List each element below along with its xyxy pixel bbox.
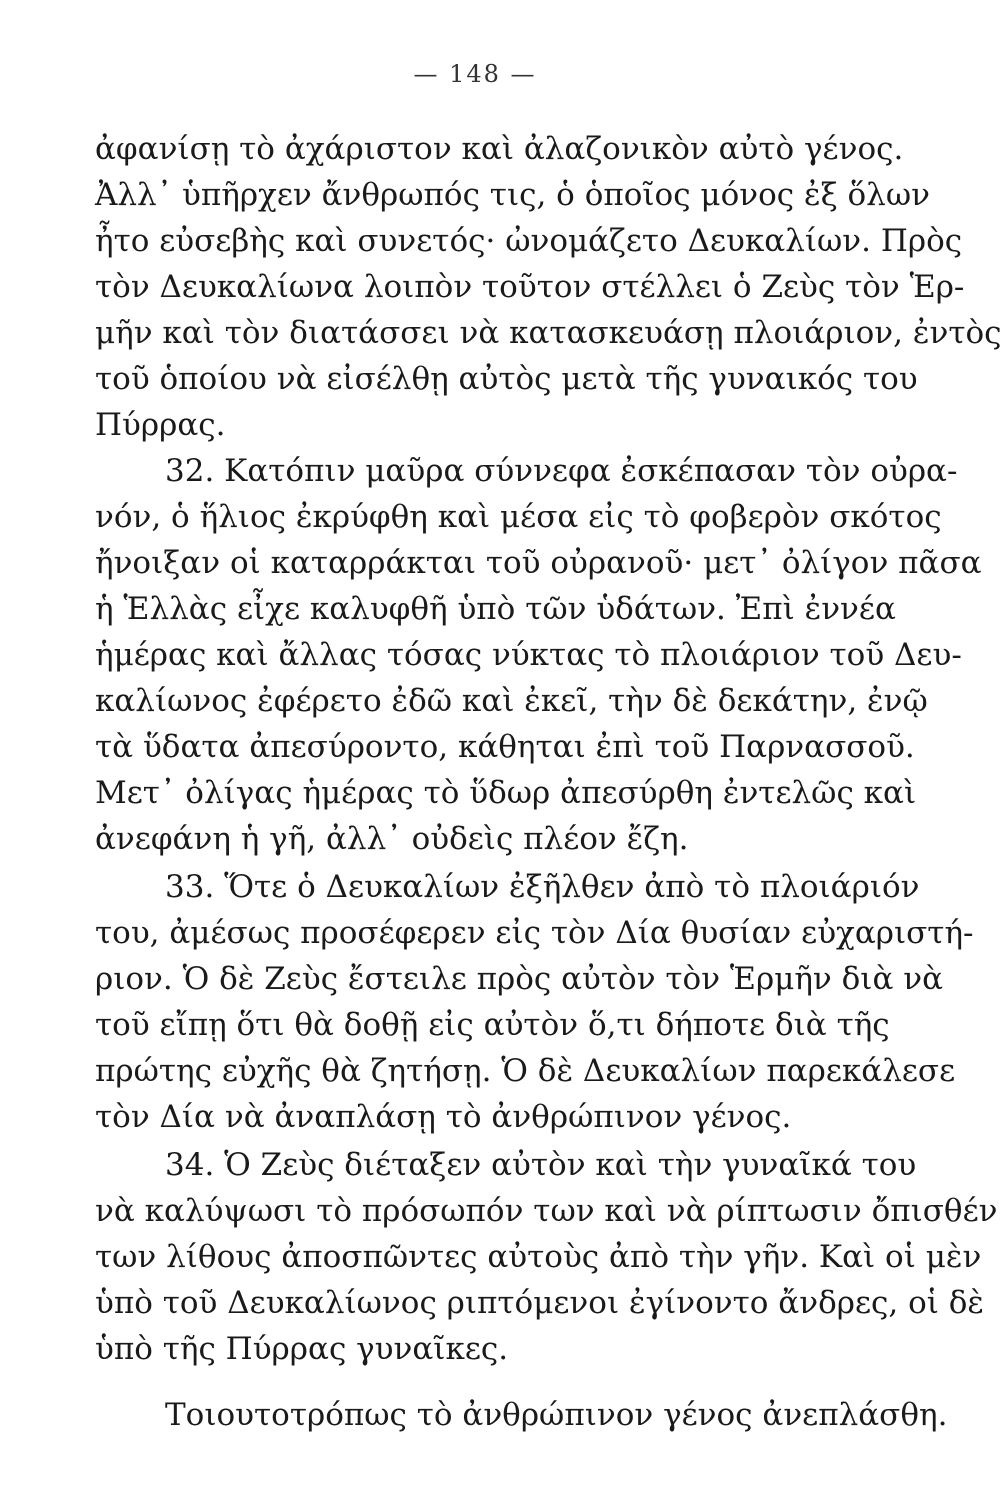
text-line: τοῦ εἴπῃ ὅτι θὰ δοθῇ εἰς αὐτὸν ὅ,τι δήποτε διὰ τῆς [95,1007,890,1043]
text-line: Πύρρας. [95,407,226,443]
text-line: ἤνοιξαν οἱ καταρράκται τοῦ οὐρανοῦ· μετ᾽ ὀλίγον πᾶσα [95,545,982,581]
text-line: ἡ Ἑλλὰς εἶχε καλυφθῆ ὑπὸ τῶν ὑδάτων. Ἐπὶ ἐννέα [95,591,896,627]
text-line: ὑπὸ τῆς Πύρρας γυναῖκες. [95,1331,509,1367]
text-line: Ἀλλ᾽ ὑπῆρχεν ἄνθρωπός τις, ὁ ὁποῖος μόνος ἐξ ὅλων [95,177,930,213]
text-line: τὰ ὕδατα ἀπεσύροντο, κάθηται ἐπὶ τοῦ Παρνασσοῦ. [95,729,915,765]
text-line: 34. Ὁ Ζεὺς διέταξεν αὐτὸν καὶ τὴν γυναῖκά του [165,1147,917,1183]
text-line: 32. Κατόπιν μαῦρα σύννεφα ἐσκέπασαν τὸν οὐρα- [165,453,958,489]
text-line: τὸν Δία νὰ ἀναπλάσῃ τὸ ἀνθρώπινον γένος. [95,1099,792,1135]
text-line: Μετ᾽ ὀλίγας ἡμέρας τὸ ὕδωρ ἀπεσύρθη ἐντελῶς καὶ [95,775,917,811]
text-line: ριον. Ὁ δὲ Ζεὺς ἔστειλε πρὸς αὐτὸν τὸν Ἑρμῆν διὰ νὰ [95,961,944,997]
text-line: καλίωνος ἐφέρετο ἐδῶ καὶ ἐκεῖ, τὴν δὲ δεκάτην, ἐνῷ [95,683,928,719]
text-line: ἡμέρας καὶ ἄλλας τόσας νύκτας τὸ πλοιάριον τοῦ Δευ- [95,637,962,673]
text-line: ἀνεφάνη ἡ γῆ, ἀλλ᾽ οὐδεὶς πλέον ἔζη. [95,821,689,857]
text-line: Τοιουτοτρόπως τὸ ἀνθρώπινον γένος ἀνεπλάσθη. [165,1397,948,1433]
text-line: νὰ καλύψωσι τὸ πρόσωπόν των καὶ νὰ ρίπτωσιν ὄπισθέν [95,1193,998,1229]
page-number: — 148 — [413,60,537,88]
text-line: ὑπὸ τοῦ Δευκαλίωνος ριπτόμενοι ἐγίνοντο ἄνδρες, οἱ δὲ [95,1285,985,1321]
text-line: 33. Ὅτε ὁ Δευκαλίων ἐξῆλθεν ἀπὸ τὸ πλοιάριόν [165,869,920,905]
text-line: ἀφανίσῃ τὸ ἀχάριστον καὶ ἀλαζονικὸν αὐτὸ γένος. [95,131,904,167]
text-line: τοῦ ὁποίου νὰ εἰσέλθῃ αὐτὸς μετὰ τῆς γυναικός του [95,361,918,397]
text-line: τὸν Δευκαλίωνα λοιπὸν τοῦτον στέλλει ὁ Ζεὺς τὸν Ἑρ- [95,269,965,305]
book-page [95,0,1002,1500]
text-line: του, ἀμέσως προσέφερεν εἰς τὸν Δία θυσίαν εὐχαριστή- [95,915,974,951]
text-line: νόν, ὁ ἥλιος ἐκρύφθη καὶ μέσα εἰς τὸ φοβερὸν σκότος [95,499,942,535]
text-line: πρώτης εὐχῆς θὰ ζητήσῃ. Ὁ δὲ Δευκαλίων παρεκάλεσε [95,1053,956,1089]
text-line: ἦτο εὐσεβὴς καὶ συνετός· ὠνομάζετο Δευκαλίων. Πρὸς [95,223,963,259]
text-line: μῆν καὶ τὸν διατάσσει νὰ κατασκευάσῃ πλοιάριον, ἐντὸς [95,315,1002,351]
text-line: των λίθους ἀποσπῶντες αὐτοὺς ἀπὸ τὴν γῆν. Καὶ οἱ μὲν [95,1239,982,1275]
